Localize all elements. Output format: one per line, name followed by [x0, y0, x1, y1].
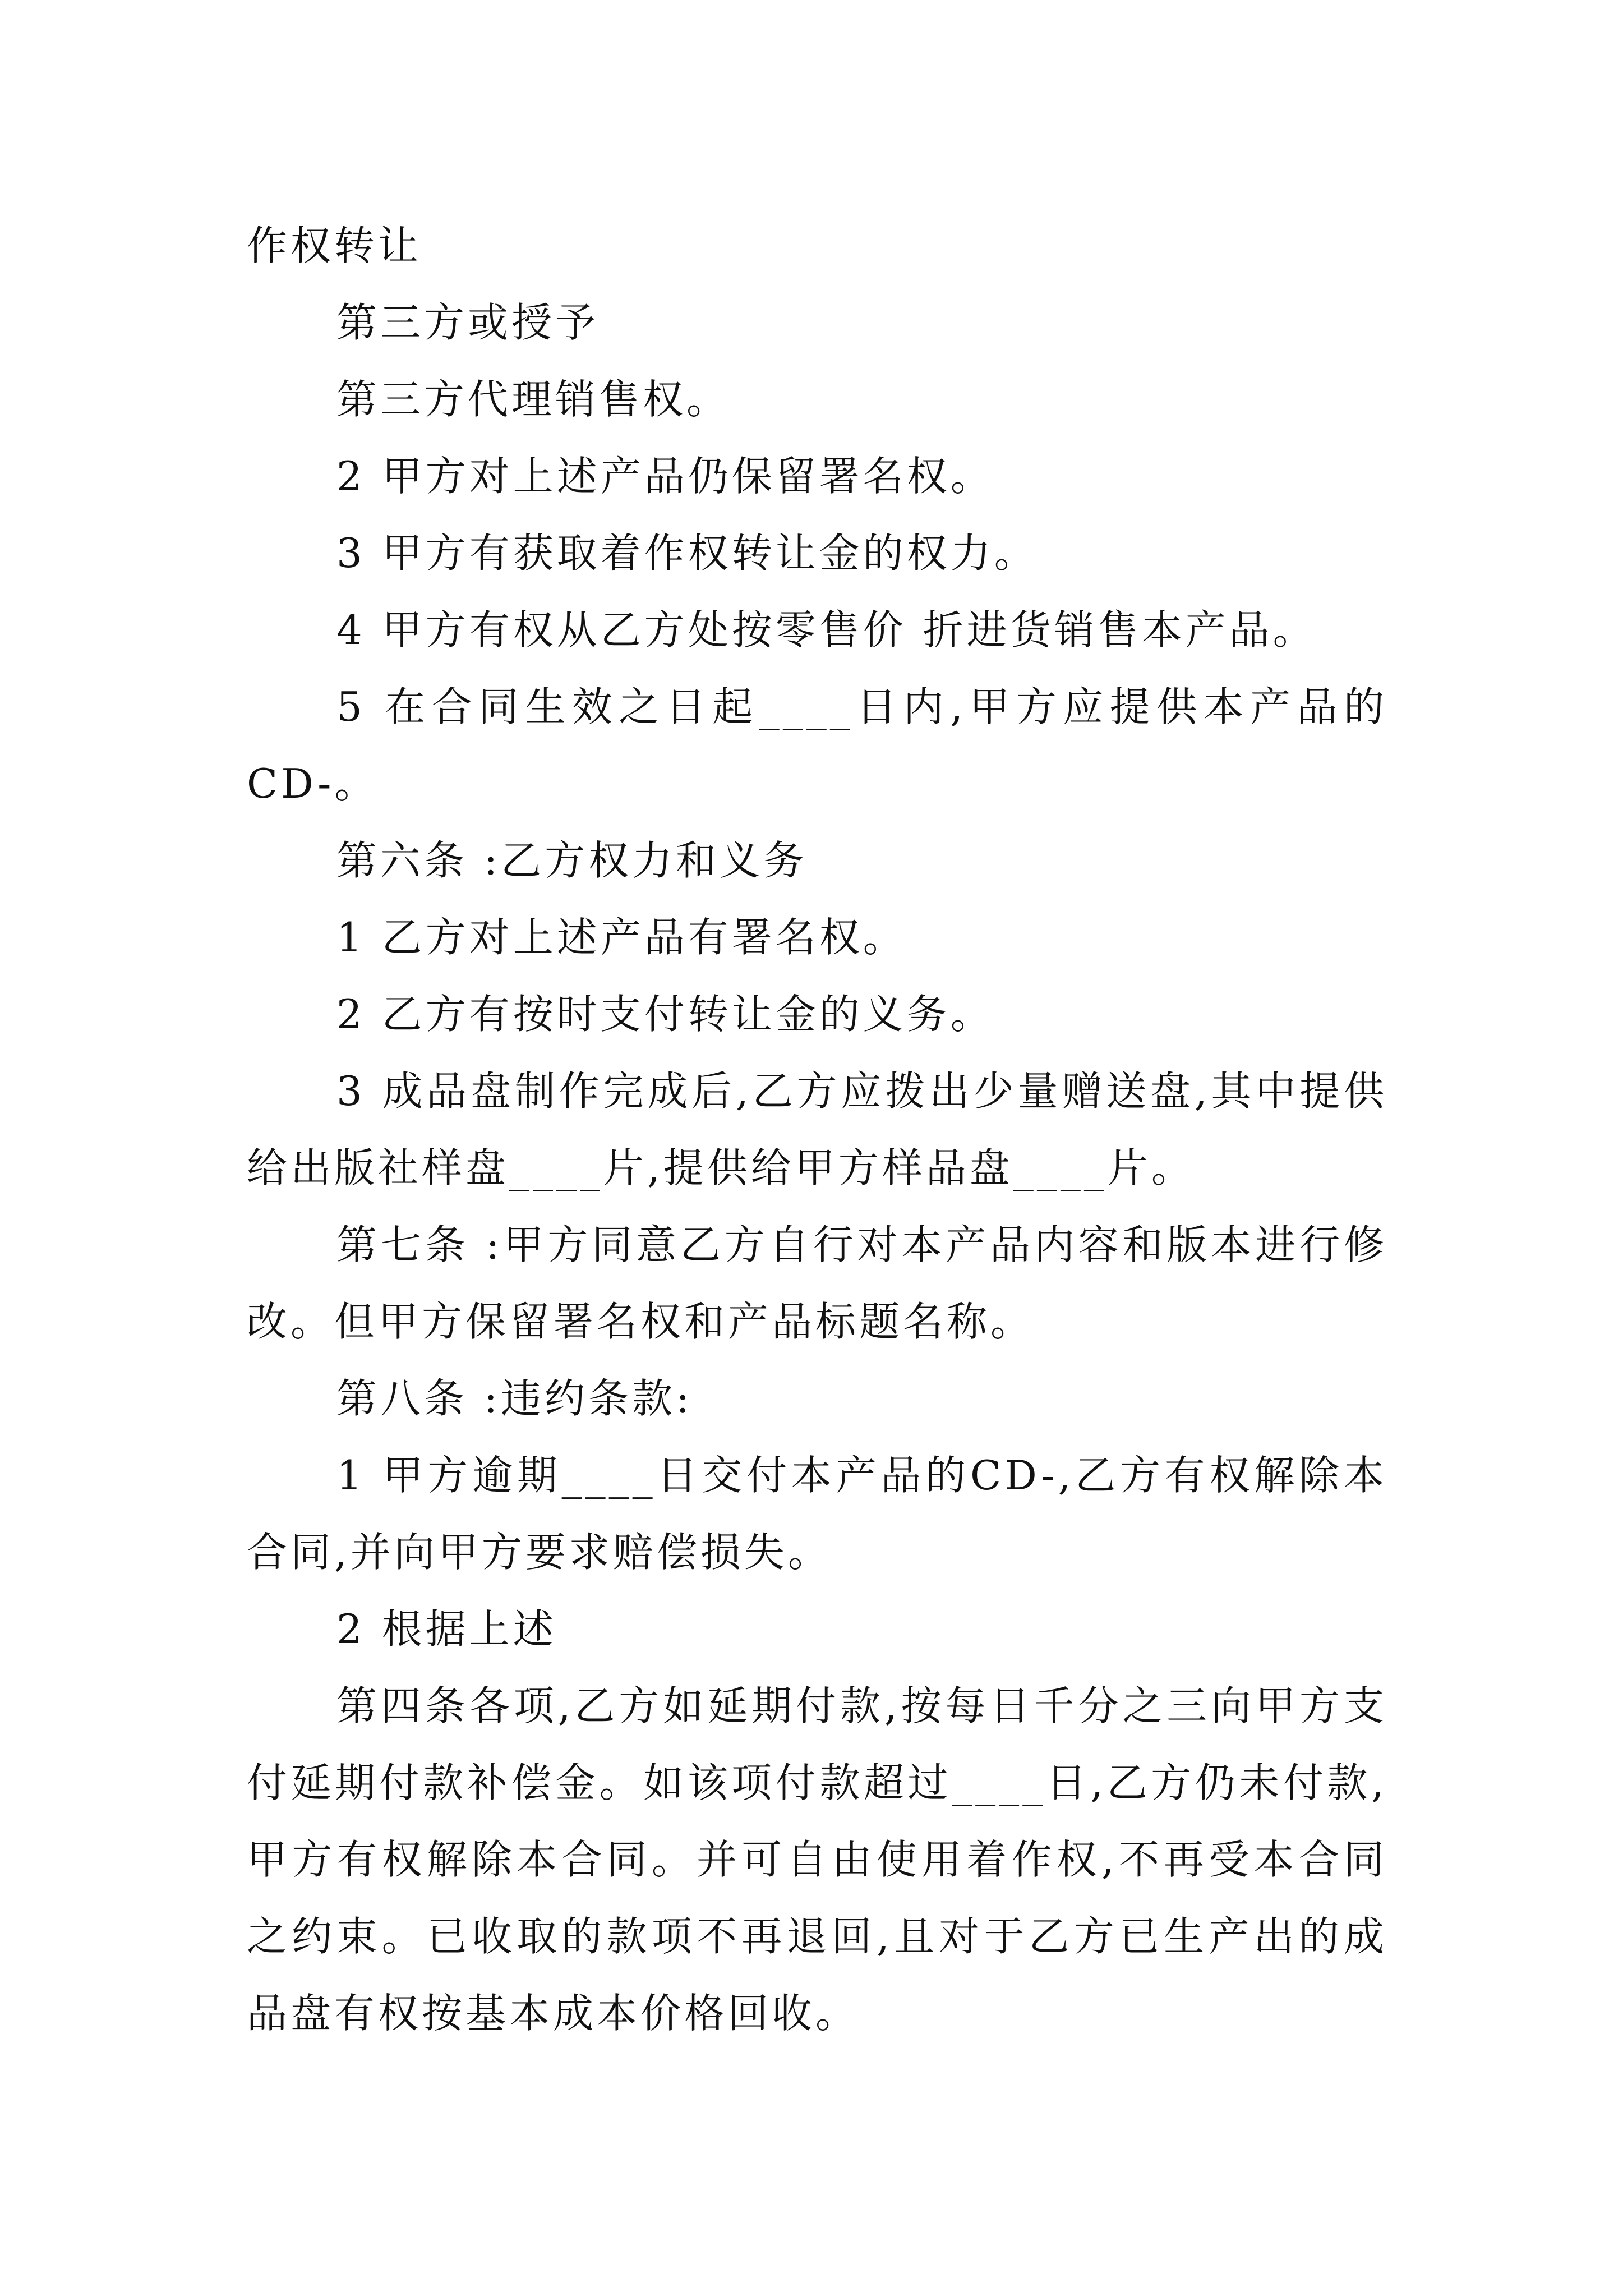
- section-heading-article-8: 第八条 :违约条款:: [336, 1375, 693, 1422]
- paragraph-2: 第三方或授予: [336, 299, 600, 346]
- paragraph-10: 2 乙方有按时支付转让金的义务。: [336, 991, 994, 1038]
- paragraph-11: 3 成品盘制作完成后,乙方应拨出少量赠送盘,其中提供给出版社样盘____片,提供给甲方样品盘____片。: [247, 1068, 1387, 1191]
- paragraph-6: 4 甲方有权从乙方处按零售价 折进货销售本产品。: [336, 606, 1317, 654]
- section-article-7: 第七条 :甲方同意乙方自行对本产品内容和版本进行修改。但甲方保留署名权和产品标题名称。: [247, 1221, 1387, 1345]
- section-heading-article-6: 第六条 :乙方权力和义务: [336, 837, 808, 884]
- paragraph-14: 1 甲方逾期____日交付本产品的CD-,乙方有权解除本合同,并向甲方要求赔偿损失。: [247, 1452, 1387, 1576]
- paragraph-9: 1 乙方对上述产品有署名权。: [336, 914, 907, 961]
- paragraph-7: 5 在合同生效之日起____日内,甲方应提供本产品的CD-。: [247, 683, 1387, 807]
- document-body: [247, 208, 1387, 2052]
- paragraph-5: 3 甲方有获取着作权转让金的权力。: [336, 530, 1038, 577]
- paragraph-15: 2 根据上述: [336, 1605, 557, 1653]
- paragraph-3: 第三方代理销售权。: [336, 376, 731, 423]
- paragraph-16: 第四条各项,乙方如延期付款,按每日千分之三向甲方支付延期付款补偿金。如该项付款超过____日,乙方仍未付款,甲方有权解除本合同。并可自由使用着作权,不再受本合同之约束。已收取的款项不再退回,且对于乙方已生产出的成品盘有权按基本成本价格回收。: [247, 1682, 1387, 2037]
- paragraph-4: 2 甲方对上述产品仍保留署名权。: [336, 453, 994, 500]
- paragraph-1: 作权转让: [247, 222, 422, 269]
